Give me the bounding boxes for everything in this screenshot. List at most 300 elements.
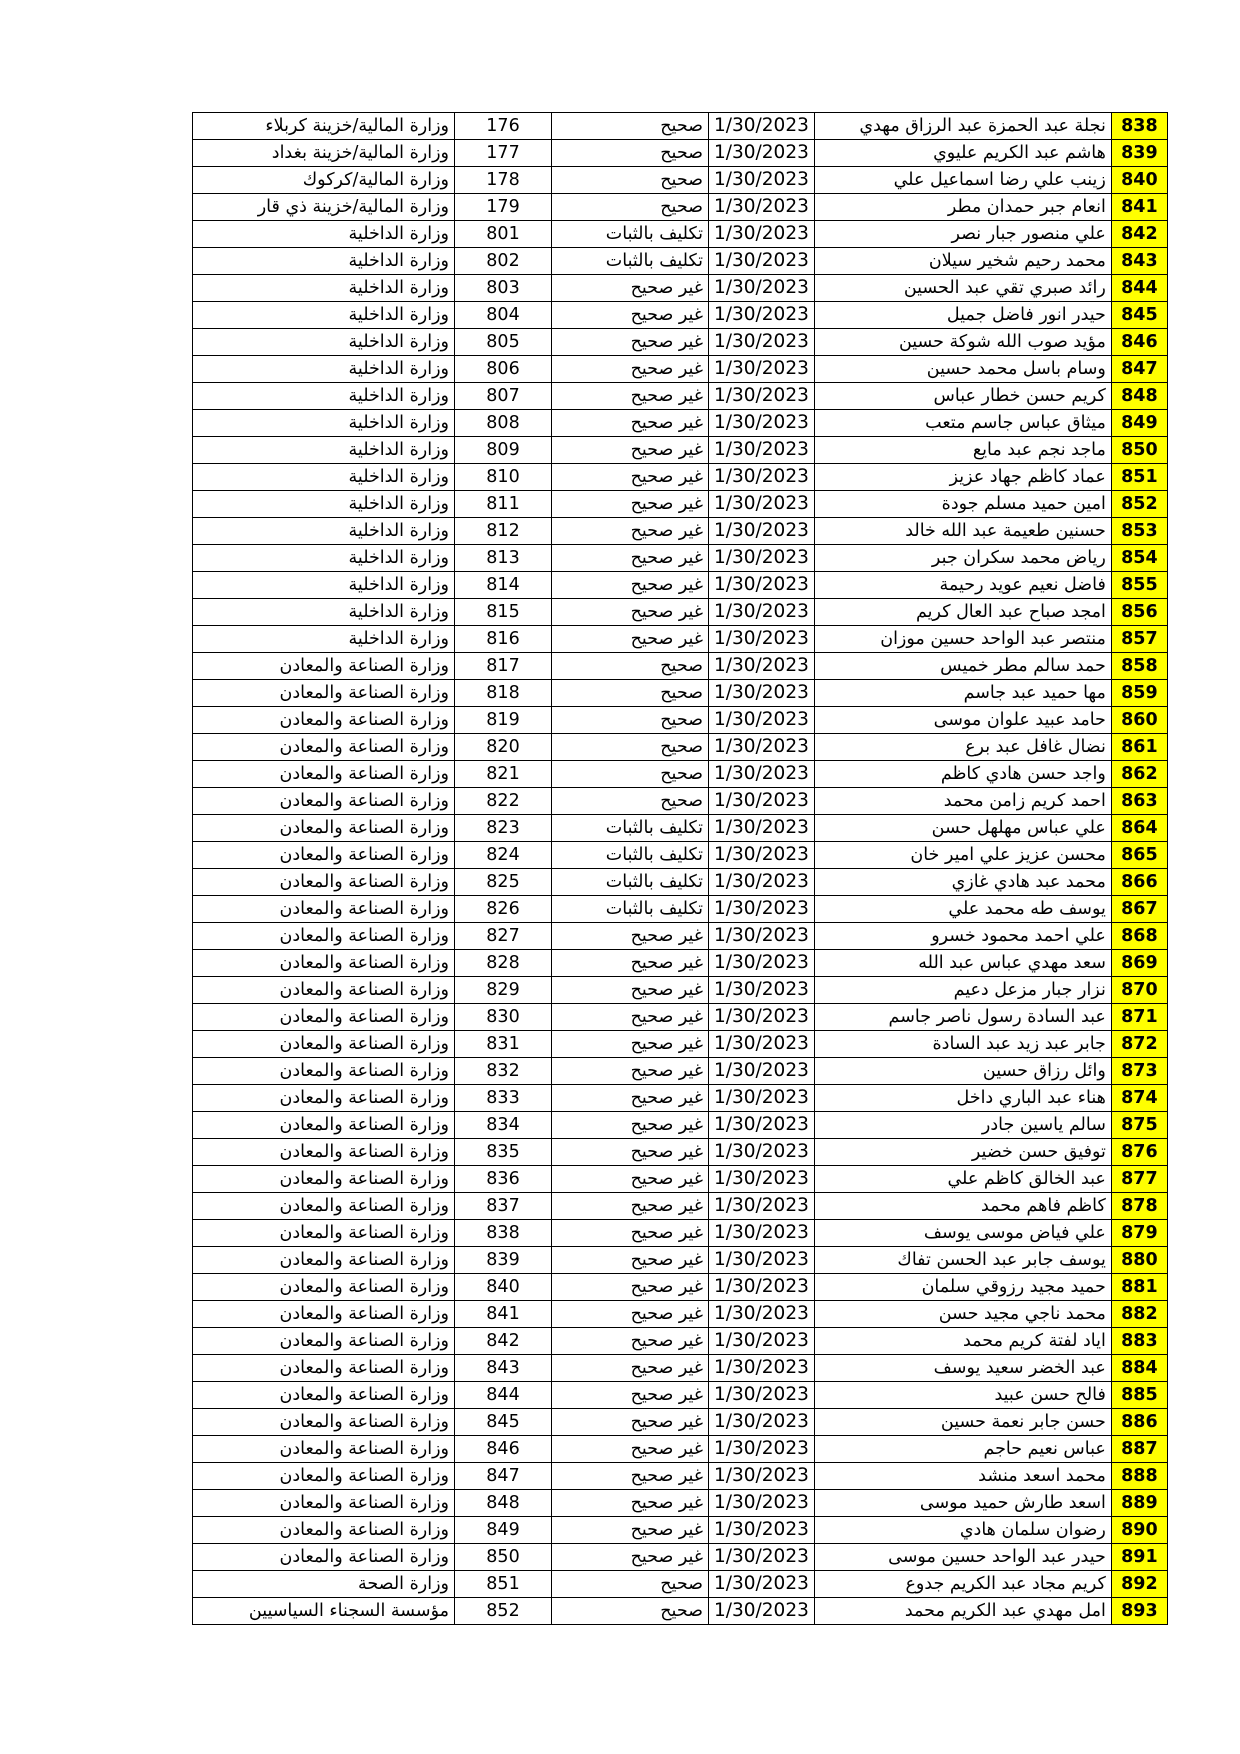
date-cell: 1/30/2023 (709, 1247, 815, 1274)
row-number-cell: 873 (1111, 1058, 1167, 1085)
sequence-cell: 818 (455, 680, 552, 707)
name-cell: ماجد نجم عبد مايع (814, 437, 1111, 464)
department-cell: وزارة الصناعة والمعادن (193, 1139, 455, 1166)
table-row (193, 707, 1168, 734)
date-cell: 1/30/2023 (709, 437, 815, 464)
date-cell: 1/30/2023 (709, 788, 815, 815)
date-cell: 1/30/2023 (709, 302, 815, 329)
date-cell: 1/30/2023 (709, 1382, 815, 1409)
department-cell: وزارة الصحة (193, 1571, 455, 1598)
department-cell: وزارة الداخلية (193, 545, 455, 572)
table-row (193, 518, 1168, 545)
table-row (193, 221, 1168, 248)
name-cell: مؤيد صوب الله شوكة حسين (814, 329, 1111, 356)
date-cell: 1/30/2023 (709, 545, 815, 572)
name-cell: هاشم عبد الكريم عليوي (814, 140, 1111, 167)
name-cell: حسن جابر نعمة حسين (814, 1409, 1111, 1436)
date-cell: 1/30/2023 (709, 1436, 815, 1463)
name-cell: محسن عزيز علي امير خان (814, 842, 1111, 869)
row-number-cell: 852 (1111, 491, 1167, 518)
status-cell: غير صحيح (552, 977, 709, 1004)
department-cell: وزارة الداخلية (193, 383, 455, 410)
table-row (193, 1220, 1168, 1247)
row-number-cell: 882 (1111, 1301, 1167, 1328)
date-cell: 1/30/2023 (709, 1355, 815, 1382)
name-cell: محمد عبد هادي غازي (814, 869, 1111, 896)
status-cell: تكليف بالثبات (552, 842, 709, 869)
table-row (193, 1193, 1168, 1220)
status-cell: غير صحيح (552, 1031, 709, 1058)
date-cell: 1/30/2023 (709, 167, 815, 194)
name-cell: عبد السادة رسول ناصر جاسم (814, 1004, 1111, 1031)
date-cell: 1/30/2023 (709, 815, 815, 842)
table-row (193, 1328, 1168, 1355)
department-cell: وزارة الصناعة والمعادن (193, 1463, 455, 1490)
department-cell: وزارة الصناعة والمعادن (193, 1328, 455, 1355)
table-row (193, 140, 1168, 167)
name-cell: كريم حسن خطار عباس (814, 383, 1111, 410)
table-row (193, 788, 1168, 815)
row-number-cell: 891 (1111, 1544, 1167, 1571)
row-number-cell: 880 (1111, 1247, 1167, 1274)
sequence-cell: 806 (455, 356, 552, 383)
row-number-cell: 851 (1111, 464, 1167, 491)
table-row (193, 1517, 1168, 1544)
date-cell: 1/30/2023 (709, 869, 815, 896)
row-number-cell: 839 (1111, 140, 1167, 167)
name-cell: احمد كريم زامن محمد (814, 788, 1111, 815)
sequence-cell: 845 (455, 1409, 552, 1436)
status-cell: غير صحيح (552, 1355, 709, 1382)
table-row (193, 599, 1168, 626)
row-number-cell: 872 (1111, 1031, 1167, 1058)
table-row (193, 1598, 1168, 1625)
department-cell: وزارة الداخلية (193, 572, 455, 599)
row-number-cell: 890 (1111, 1517, 1167, 1544)
status-cell: غير صحيح (552, 1436, 709, 1463)
row-number-cell: 869 (1111, 950, 1167, 977)
table-row (193, 1112, 1168, 1139)
department-cell: وزارة الصناعة والمعادن (193, 1247, 455, 1274)
status-cell: غير صحيح (552, 410, 709, 437)
row-number-cell: 841 (1111, 194, 1167, 221)
status-cell: غير صحيح (552, 1220, 709, 1247)
sequence-cell: 849 (455, 1517, 552, 1544)
row-number-cell: 858 (1111, 653, 1167, 680)
department-cell: وزارة الصناعة والمعادن (193, 923, 455, 950)
department-cell: وزارة الداخلية (193, 302, 455, 329)
department-cell: وزارة الداخلية (193, 248, 455, 275)
status-cell: صحيح (552, 761, 709, 788)
table-row (193, 356, 1168, 383)
date-cell: 1/30/2023 (709, 518, 815, 545)
date-cell: 1/30/2023 (709, 1517, 815, 1544)
row-number-cell: 878 (1111, 1193, 1167, 1220)
date-cell: 1/30/2023 (709, 1409, 815, 1436)
department-cell: وزارة الداخلية (193, 356, 455, 383)
status-cell: غير صحيح (552, 599, 709, 626)
row-number-cell: 868 (1111, 923, 1167, 950)
sequence-cell: 838 (455, 1220, 552, 1247)
department-cell: وزارة الصناعة والمعادن (193, 815, 455, 842)
table-row (193, 950, 1168, 977)
status-cell: غير صحيح (552, 464, 709, 491)
department-cell: وزارة الصناعة والمعادن (193, 1193, 455, 1220)
name-cell: امجد صباح عبد العال كريم (814, 599, 1111, 626)
department-cell: وزارة الصناعة والمعادن (193, 950, 455, 977)
sequence-cell: 822 (455, 788, 552, 815)
table-row (193, 869, 1168, 896)
department-cell: وزارة الصناعة والمعادن (193, 680, 455, 707)
row-number-cell: 892 (1111, 1571, 1167, 1598)
department-cell: وزارة الصناعة والمعادن (193, 869, 455, 896)
sequence-cell: 816 (455, 626, 552, 653)
sequence-cell: 820 (455, 734, 552, 761)
status-cell: غير صحيح (552, 491, 709, 518)
sequence-cell: 821 (455, 761, 552, 788)
status-cell: غير صحيح (552, 1085, 709, 1112)
sequence-cell: 824 (455, 842, 552, 869)
table-row (193, 1031, 1168, 1058)
row-number-cell: 866 (1111, 869, 1167, 896)
date-cell: 1/30/2023 (709, 1490, 815, 1517)
department-cell: وزارة الصناعة والمعادن (193, 1031, 455, 1058)
status-cell: غير صحيح (552, 1301, 709, 1328)
table-row (193, 1382, 1168, 1409)
sequence-cell: 830 (455, 1004, 552, 1031)
status-cell: تكليف بالثبات (552, 815, 709, 842)
name-cell: وسام باسل محمد حسين (814, 356, 1111, 383)
name-cell: امين حميد مسلم جودة (814, 491, 1111, 518)
name-cell: حيدر انور فاضل جميل (814, 302, 1111, 329)
date-cell: 1/30/2023 (709, 383, 815, 410)
date-cell: 1/30/2023 (709, 626, 815, 653)
table-row (193, 329, 1168, 356)
sequence-cell: 832 (455, 1058, 552, 1085)
date-cell: 1/30/2023 (709, 977, 815, 1004)
row-number-cell: 879 (1111, 1220, 1167, 1247)
status-cell: غير صحيح (552, 923, 709, 950)
date-cell: 1/30/2023 (709, 1544, 815, 1571)
sequence-cell: 836 (455, 1166, 552, 1193)
row-number-cell: 846 (1111, 329, 1167, 356)
name-cell: سعد مهدي عباس عبد الله (814, 950, 1111, 977)
row-number-cell: 844 (1111, 275, 1167, 302)
sequence-cell: 846 (455, 1436, 552, 1463)
name-cell: وائل رزاق حسين (814, 1058, 1111, 1085)
row-number-cell: 889 (1111, 1490, 1167, 1517)
name-cell: فاضل نعيم عويد رحيمة (814, 572, 1111, 599)
department-cell: وزارة المالية/خزينة ذي قار (193, 194, 455, 221)
status-cell: غير صحيح (552, 1274, 709, 1301)
row-number-cell: 849 (1111, 410, 1167, 437)
row-number-cell: 875 (1111, 1112, 1167, 1139)
sequence-cell: 810 (455, 464, 552, 491)
table-row (193, 572, 1168, 599)
name-cell: رضوان سلمان هادي (814, 1517, 1111, 1544)
name-cell: زينب علي رضا اسماعيل علي (814, 167, 1111, 194)
sequence-cell: 826 (455, 896, 552, 923)
table-row (193, 1139, 1168, 1166)
status-cell: غير صحيح (552, 302, 709, 329)
date-cell: 1/30/2023 (709, 1328, 815, 1355)
table-row (193, 734, 1168, 761)
name-cell: نجلة عبد الحمزة عبد الرزاق مهدي (814, 113, 1111, 140)
department-cell: وزارة الداخلية (193, 410, 455, 437)
name-cell: عباس نعيم حاجم (814, 1436, 1111, 1463)
department-cell: مؤسسة السجناء السياسيين (193, 1598, 455, 1625)
department-cell: وزارة الصناعة والمعادن (193, 896, 455, 923)
row-number-cell: 863 (1111, 788, 1167, 815)
row-number-cell: 876 (1111, 1139, 1167, 1166)
date-cell: 1/30/2023 (709, 1085, 815, 1112)
date-cell: 1/30/2023 (709, 275, 815, 302)
status-cell: صحيح (552, 1598, 709, 1625)
row-number-cell: 883 (1111, 1328, 1167, 1355)
date-cell: 1/30/2023 (709, 140, 815, 167)
name-cell: علي احمد محمود خسرو (814, 923, 1111, 950)
department-cell: وزارة الصناعة والمعادن (193, 761, 455, 788)
row-number-cell: 842 (1111, 221, 1167, 248)
name-cell: عماد كاظم جهاد عزيز (814, 464, 1111, 491)
status-cell: غير صحيح (552, 1409, 709, 1436)
date-cell: 1/30/2023 (709, 464, 815, 491)
sequence-cell: 819 (455, 707, 552, 734)
status-cell: صحيح (552, 680, 709, 707)
table-row (193, 1409, 1168, 1436)
department-cell: وزارة الصناعة والمعادن (193, 1409, 455, 1436)
date-cell: 1/30/2023 (709, 329, 815, 356)
row-number-cell: 843 (1111, 248, 1167, 275)
sequence-cell: 823 (455, 815, 552, 842)
status-cell: غير صحيح (552, 1247, 709, 1274)
date-cell: 1/30/2023 (709, 572, 815, 599)
sequence-cell: 841 (455, 1301, 552, 1328)
table-row (193, 653, 1168, 680)
status-cell: صحيح (552, 707, 709, 734)
status-cell: صحيح (552, 113, 709, 140)
department-cell: وزارة الصناعة والمعادن (193, 1274, 455, 1301)
department-cell: وزارة الصناعة والمعادن (193, 1490, 455, 1517)
date-cell: 1/30/2023 (709, 1220, 815, 1247)
department-cell: وزارة الصناعة والمعادن (193, 653, 455, 680)
table-row (193, 167, 1168, 194)
table-row (193, 383, 1168, 410)
name-cell: حسنين طعيمة عبد الله خالد (814, 518, 1111, 545)
department-cell: وزارة الصناعة والمعادن (193, 977, 455, 1004)
date-cell: 1/30/2023 (709, 1031, 815, 1058)
name-cell: علي منصور جبار نصر (814, 221, 1111, 248)
department-cell: وزارة الداخلية (193, 491, 455, 518)
date-cell: 1/30/2023 (709, 1139, 815, 1166)
sequence-cell: 805 (455, 329, 552, 356)
sequence-cell: 828 (455, 950, 552, 977)
department-cell: وزارة الصناعة والمعادن (193, 1220, 455, 1247)
status-cell: غير صحيح (552, 1544, 709, 1571)
row-number-cell: 850 (1111, 437, 1167, 464)
date-cell: 1/30/2023 (709, 1463, 815, 1490)
sequence-cell: 809 (455, 437, 552, 464)
department-cell: وزارة الصناعة والمعادن (193, 1004, 455, 1031)
row-number-cell: 848 (1111, 383, 1167, 410)
date-cell: 1/30/2023 (709, 113, 815, 140)
row-number-cell: 870 (1111, 977, 1167, 1004)
table-row (193, 545, 1168, 572)
status-cell: غير صحيح (552, 1112, 709, 1139)
department-cell: وزارة الصناعة والمعادن (193, 842, 455, 869)
table-row (193, 302, 1168, 329)
sequence-cell: 847 (455, 1463, 552, 1490)
table-row (193, 1544, 1168, 1571)
table-row (193, 1571, 1168, 1598)
date-cell: 1/30/2023 (709, 1274, 815, 1301)
row-number-cell: 855 (1111, 572, 1167, 599)
sequence-cell: 842 (455, 1328, 552, 1355)
date-cell: 1/30/2023 (709, 653, 815, 680)
status-cell: غير صحيح (552, 1517, 709, 1544)
row-number-cell: 862 (1111, 761, 1167, 788)
table-row (193, 680, 1168, 707)
name-cell: علي عباس مهلهل حسن (814, 815, 1111, 842)
row-number-cell: 856 (1111, 599, 1167, 626)
date-cell: 1/30/2023 (709, 1166, 815, 1193)
row-number-cell: 877 (1111, 1166, 1167, 1193)
table-row (193, 626, 1168, 653)
table-row (193, 1463, 1168, 1490)
department-cell: وزارة الصناعة والمعادن (193, 707, 455, 734)
name-cell: رائد صبري تقي عبد الحسين (814, 275, 1111, 302)
name-cell: محمد ناجي مجيد حسن (814, 1301, 1111, 1328)
status-cell: غير صحيح (552, 518, 709, 545)
department-cell: وزارة الصناعة والمعادن (193, 1058, 455, 1085)
name-cell: اسعد طارش حميد موسى (814, 1490, 1111, 1517)
status-cell: غير صحيح (552, 626, 709, 653)
status-cell: غير صحيح (552, 356, 709, 383)
table-row (193, 1301, 1168, 1328)
table-row (193, 761, 1168, 788)
status-cell: صحيح (552, 1571, 709, 1598)
sequence-cell: 840 (455, 1274, 552, 1301)
status-cell: غير صحيح (552, 1139, 709, 1166)
status-cell: غير صحيح (552, 1463, 709, 1490)
status-cell: غير صحيح (552, 1382, 709, 1409)
table-row (193, 896, 1168, 923)
name-cell: توفيق حسن خضير (814, 1139, 1111, 1166)
sequence-cell: 179 (455, 194, 552, 221)
name-cell: جابر عبد زيد عبد السادة (814, 1031, 1111, 1058)
records-body (193, 113, 1168, 1625)
department-cell: وزارة الصناعة والمعادن (193, 1436, 455, 1463)
name-cell: ميثاق عباس جاسم متعب (814, 410, 1111, 437)
date-cell: 1/30/2023 (709, 1058, 815, 1085)
table-row (193, 410, 1168, 437)
sequence-cell: 811 (455, 491, 552, 518)
table-row (193, 815, 1168, 842)
status-cell: غير صحيح (552, 950, 709, 977)
sequence-cell: 843 (455, 1355, 552, 1382)
department-cell: وزارة الصناعة والمعادن (193, 1517, 455, 1544)
row-number-cell: 886 (1111, 1409, 1167, 1436)
status-cell: صحيح (552, 788, 709, 815)
name-cell: حيدر عبد الواحد حسين موسى (814, 1544, 1111, 1571)
date-cell: 1/30/2023 (709, 1004, 815, 1031)
table-row (193, 1166, 1168, 1193)
sequence-cell: 837 (455, 1193, 552, 1220)
sequence-cell: 178 (455, 167, 552, 194)
row-number-cell: 854 (1111, 545, 1167, 572)
sequence-cell: 844 (455, 1382, 552, 1409)
department-cell: وزارة الصناعة والمعادن (193, 1085, 455, 1112)
table-row (193, 275, 1168, 302)
date-cell: 1/30/2023 (709, 356, 815, 383)
table-row (193, 1274, 1168, 1301)
name-cell: عبد الخالق كاظم علي (814, 1166, 1111, 1193)
status-cell: تكليف بالثبات (552, 221, 709, 248)
date-cell: 1/30/2023 (709, 1598, 815, 1625)
row-number-cell: 874 (1111, 1085, 1167, 1112)
sequence-cell: 815 (455, 599, 552, 626)
row-number-cell: 881 (1111, 1274, 1167, 1301)
sequence-cell: 835 (455, 1139, 552, 1166)
name-cell: علي فياض موسى يوسف (814, 1220, 1111, 1247)
status-cell: غير صحيح (552, 1490, 709, 1517)
name-cell: رياض محمد سكران جبر (814, 545, 1111, 572)
sequence-cell: 812 (455, 518, 552, 545)
department-cell: وزارة الصناعة والمعادن (193, 1112, 455, 1139)
date-cell: 1/30/2023 (709, 599, 815, 626)
row-number-cell: 860 (1111, 707, 1167, 734)
sequence-cell: 827 (455, 923, 552, 950)
table-row (193, 1436, 1168, 1463)
date-cell: 1/30/2023 (709, 221, 815, 248)
name-cell: مها حميد عبد جاسم (814, 680, 1111, 707)
status-cell: صحيح (552, 194, 709, 221)
sequence-cell: 813 (455, 545, 552, 572)
sequence-cell: 807 (455, 383, 552, 410)
records-table (192, 112, 1168, 1625)
table-row (193, 1004, 1168, 1031)
date-cell: 1/30/2023 (709, 248, 815, 275)
table-row (193, 194, 1168, 221)
table-row (193, 1490, 1168, 1517)
status-cell: صحيح (552, 167, 709, 194)
sequence-cell: 802 (455, 248, 552, 275)
date-cell: 1/30/2023 (709, 1112, 815, 1139)
department-cell: وزارة الصناعة والمعادن (193, 1544, 455, 1571)
department-cell: وزارة المالية/خزينة بغداد (193, 140, 455, 167)
row-number-cell: 853 (1111, 518, 1167, 545)
status-cell: غير صحيح (552, 1004, 709, 1031)
name-cell: واجد حسن هادي كاظم (814, 761, 1111, 788)
table-row (193, 1355, 1168, 1382)
sequence-cell: 808 (455, 410, 552, 437)
date-cell: 1/30/2023 (709, 896, 815, 923)
name-cell: يوسف طه محمد علي (814, 896, 1111, 923)
row-number-cell: 887 (1111, 1436, 1167, 1463)
sequence-cell: 825 (455, 869, 552, 896)
sequence-cell: 833 (455, 1085, 552, 1112)
date-cell: 1/30/2023 (709, 194, 815, 221)
department-cell: وزارة الصناعة والمعادن (193, 1166, 455, 1193)
sequence-cell: 803 (455, 275, 552, 302)
department-cell: وزارة الداخلية (193, 599, 455, 626)
department-cell: وزارة الداخلية (193, 329, 455, 356)
name-cell: عبد الخضر سعيد يوسف (814, 1355, 1111, 1382)
department-cell: وزارة الداخلية (193, 437, 455, 464)
sequence-cell: 848 (455, 1490, 552, 1517)
name-cell: سالم ياسين جادر (814, 1112, 1111, 1139)
date-cell: 1/30/2023 (709, 1193, 815, 1220)
